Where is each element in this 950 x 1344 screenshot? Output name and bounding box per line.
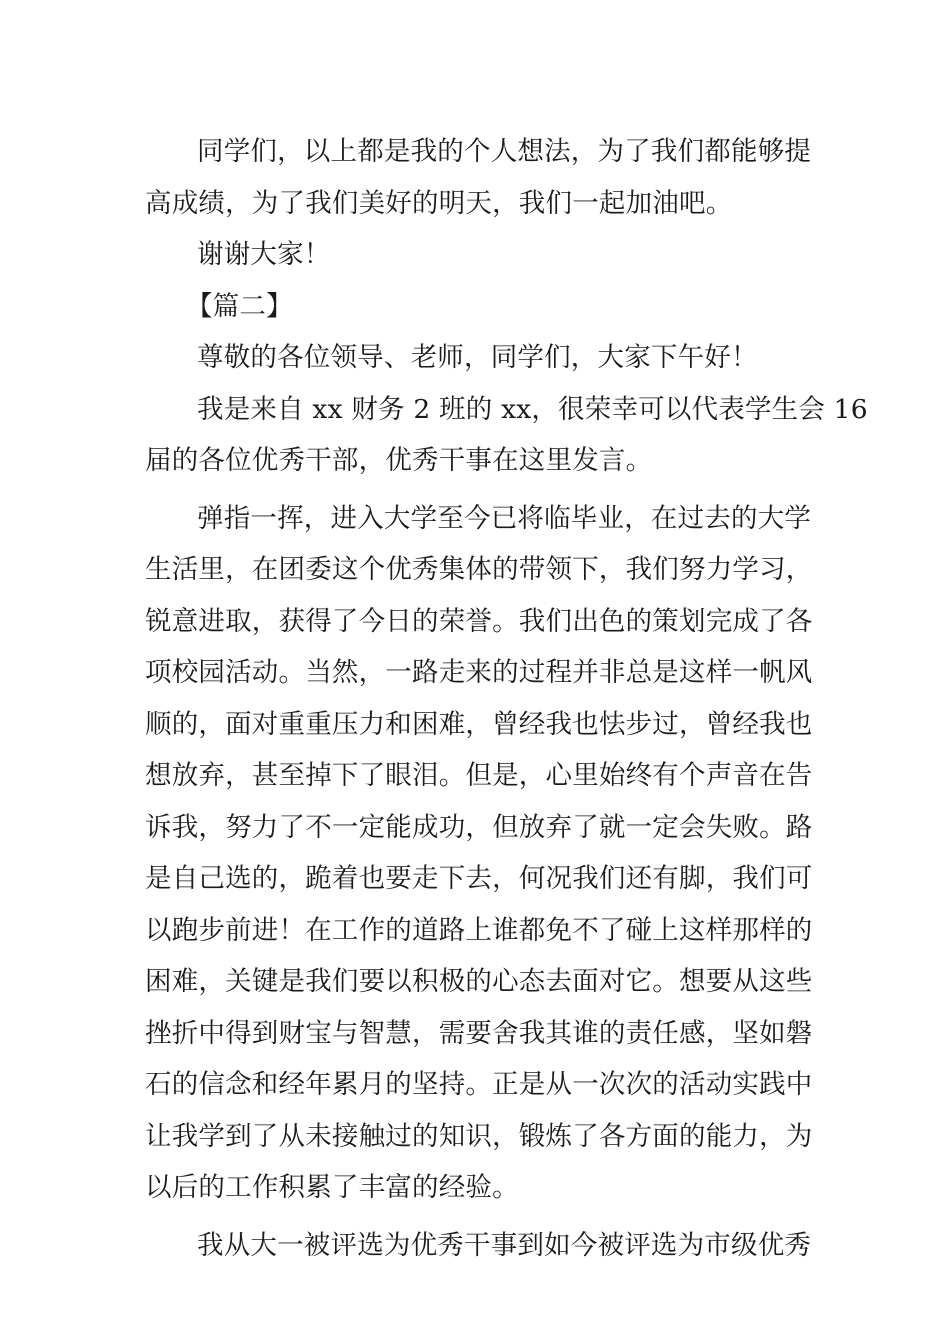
paragraph-line: 届的各位优秀干部，优秀干事在这里发言。 <box>145 445 653 476</box>
paragraph-line: 以跑步前进！在工作的道路上谁都免不了碰上这样那样的 <box>145 914 813 946</box>
paragraph-line: 让我学到了从未接触过的知识，锻炼了各方面的能力，为 <box>145 1120 813 1152</box>
closing-paragraph <box>145 126 812 229</box>
paragraph-line: 挫折中得到财宝与智慧，需要舍我其谁的责任感，坚如磐 <box>145 1017 813 1049</box>
paragraph-line: 尊敬的各位领导、老师，同学们，大家下午好！ <box>197 342 758 373</box>
paragraph-line: 困难，关键是我们要以积极的心态去面对它。想要从这些 <box>145 966 813 997</box>
paragraph-line: 项校园活动。当然，一路走来的过程并非总是这样一帆风 <box>145 657 813 688</box>
greeting <box>145 332 807 384</box>
main-paragraph <box>145 493 813 1214</box>
paragraph-line: 想放弃，甚至掉下了眼泪。但是，心里始终有个声音在告 <box>145 760 813 791</box>
paragraph-line: 同学们，以上都是我的个人想法，为了我们都能够提 <box>197 136 812 167</box>
paragraph-line: 诉我，努力了不一定能成功，但放弃了就一定会失败。路 <box>145 811 813 843</box>
document-body <box>145 126 868 1271</box>
paragraph-line: 是自己选的，跪着也要走下去，何况我们还有脚，我们可 <box>145 863 813 894</box>
section-heading <box>145 281 807 333</box>
paragraph-line: 谢谢大家！ <box>197 239 331 270</box>
introduction <box>145 384 868 487</box>
section-title: 【篇二】 <box>186 290 293 322</box>
paragraph-line: 以后的工作积累了丰富的经验。 <box>145 1172 519 1203</box>
paragraph-line: 弹指一挥，进入大学至今已将临毕业，在过去的大学 <box>197 502 812 534</box>
paragraph-line: 顺的，面对重重压力和困难，曾经我也怯步过，曾经我也 <box>145 708 813 740</box>
paragraph-line: 我从大一被评选为优秀干事到如今被评选为市级优秀 <box>197 1229 812 1261</box>
paragraph-line: 锐意进取，获得了今日的荣誉。我们出色的策划完成了各 <box>145 605 813 637</box>
paragraph-line: 石的信念和经年累月的坚持。正是从一次次的活动实践中 <box>145 1069 813 1100</box>
paragraph-line: 高成绩，为了我们美好的明天，我们一起加油吧。 <box>145 187 733 219</box>
paragraph-line: 生活里，在团委这个优秀集体的带领下，我们努力学习， <box>145 554 813 585</box>
thanks-line <box>145 229 807 281</box>
paragraph-line: 我是来自 xx 财务 2 班的 xx，很荣幸可以代表学生会 16 <box>197 393 868 425</box>
final-paragraph <box>145 1220 812 1272</box>
